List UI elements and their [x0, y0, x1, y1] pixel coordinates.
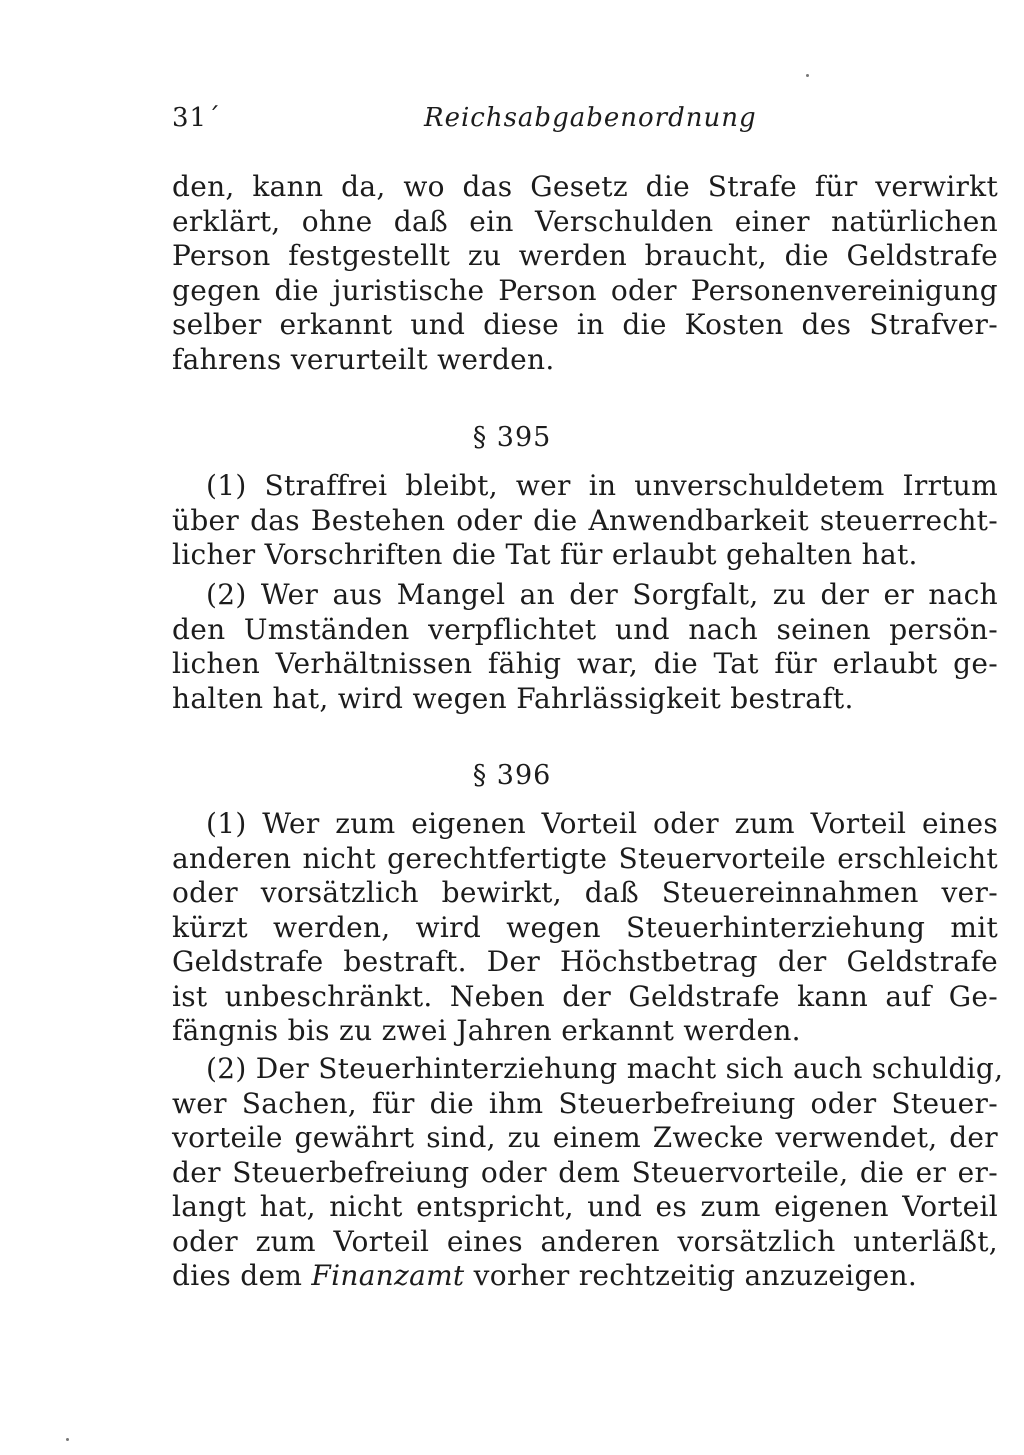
- text-line: (1) Wer zum eigenen Vorteil oder zum Vorteil eines: [206, 807, 998, 840]
- running-title: Reichsabgabenordnung: [424, 103, 757, 133]
- text-line: den, kann da, wo das Gesetz die Strafe für verwirkt: [172, 170, 998, 203]
- text-fragment: vorher rechtzeitig anzuzeigen.: [464, 1259, 918, 1292]
- section-395-paragraph-1: [172, 469, 998, 573]
- text-line: der Steuerbefreiung oder dem Steuervorteile, die er er-: [172, 1155, 998, 1189]
- text-line: gegen die juristische Person oder Personenvereinigung: [172, 273, 998, 307]
- emphasized-term: Finanzamt: [311, 1259, 465, 1292]
- text-line: erklärt, ohne daß ein Verschulden einer natürlichen: [172, 204, 998, 238]
- section-395-paragraph-2: [172, 578, 998, 716]
- text-line: über das Bestehen oder die Anwendbarkeit steuerrecht-: [172, 503, 998, 537]
- text-line: den Umständen verpflichtet und nach seinen persön-: [172, 612, 998, 646]
- text-line: (2) Der Steuerhinterziehung macht sich auch schuldig,: [206, 1052, 1004, 1085]
- section-396-paragraph-2: [172, 1052, 1004, 1294]
- text-line: lichen Verhältnissen fähig war, die Tat für erlaubt ge-: [172, 647, 998, 680]
- page-number: 31´: [172, 103, 222, 133]
- section-396-paragraph-1: [172, 807, 998, 1049]
- text-line: langt hat, nicht entspricht, und es zum eigenen Vorteil: [172, 1190, 998, 1223]
- section-heading-395: § 395: [472, 422, 552, 453]
- text-line: Geldstrafe bestraft. Der Höchstbetrag der Geldstrafe: [172, 945, 998, 978]
- text-line: anderen nicht gerechtfertigte Steuervorteile erschleicht: [172, 841, 998, 875]
- text-line: [172, 1259, 998, 1294]
- text-fragment: dies dem: [172, 1259, 312, 1292]
- text-line: selber erkannt und diese in die Kosten des Strafver-: [172, 308, 998, 341]
- text-line: licher Vorschriften die Tat für erlaubt gehalten hat.: [172, 538, 918, 571]
- scan-speck: [66, 1438, 69, 1441]
- text-line: halten hat, wird wegen Fahrlässigkeit bestraft.: [172, 681, 854, 715]
- text-line: (2) Wer aus Mangel an der Sorgfalt, zu der er nach: [206, 578, 998, 611]
- text-line: ist unbeschränkt. Neben der Geldstrafe kann auf Ge-: [172, 979, 998, 1013]
- text-line: fängnis bis zu zwei Jahren erkannt werden.: [172, 1014, 801, 1047]
- text-line: vorteile gewährt sind, zu einem Zwecke verwendet, der: [172, 1121, 998, 1154]
- text-line: oder zum Vorteil eines anderen vorsätzlich unterläßt,: [172, 1224, 998, 1258]
- scan-speck: [806, 74, 809, 77]
- text-line: (1) Straffrei bleibt, wer in unverschuldetem Irrtum: [206, 469, 998, 502]
- running-head: [172, 103, 992, 143]
- text-line: wer Sachen, für die ihm Steuerbefreiung oder Steuer-: [172, 1086, 998, 1120]
- continuation-paragraph: [172, 170, 998, 377]
- text-line: fahrens verurteilt werden.: [172, 342, 555, 376]
- text-line: Person festgestellt zu werden braucht, die Geldstrafe: [172, 239, 998, 272]
- text-line: kürzt werden, wird wegen Steuerhinterziehung mit: [172, 910, 998, 944]
- text-line: oder vorsätzlich bewirkt, daß Steuereinnahmen ver-: [172, 876, 998, 909]
- section-heading-396: § 396: [472, 760, 552, 791]
